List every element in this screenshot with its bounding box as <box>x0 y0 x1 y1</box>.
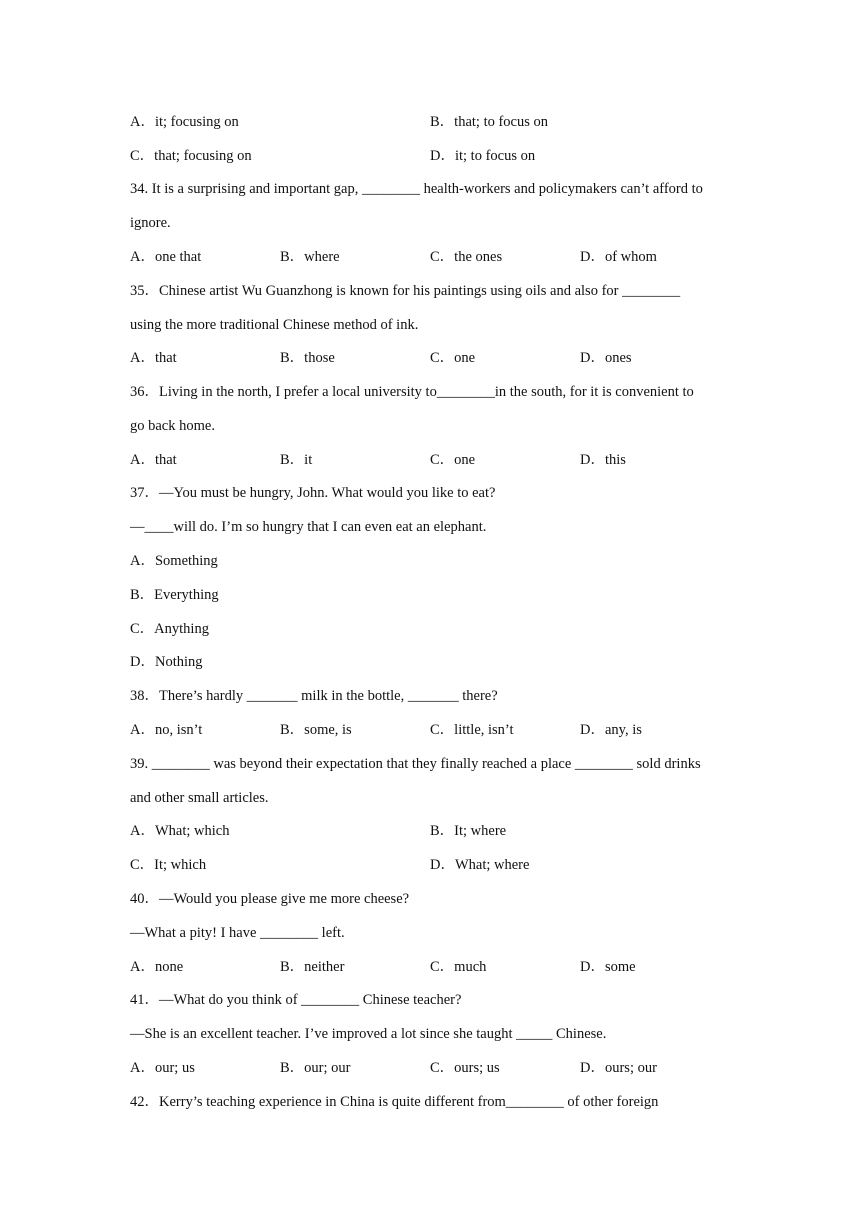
q34-option-a: A．one that <box>130 249 202 265</box>
q36-stem-line-2: go back home. <box>130 418 215 434</box>
q36-option-c: C．one <box>430 452 476 468</box>
q39-stem-line-2: and other small articles. <box>130 790 269 806</box>
q35-option-c: C．one <box>430 350 476 366</box>
q38-option-b: B．some, is <box>280 722 352 738</box>
q36-option-a: A．that <box>130 452 177 468</box>
q41-option-d: D．ours; our <box>580 1060 657 1076</box>
q36-option-d: D．this <box>580 452 626 468</box>
q40-option-a: A．none <box>130 959 184 975</box>
q39-option-d: D．What; where <box>430 857 530 873</box>
q37-option-d: D．Nothing <box>130 654 203 670</box>
q40-option-c: C．much <box>430 959 487 975</box>
q40-option-d: D．some <box>580 959 636 975</box>
q40-option-b: B．neither <box>280 959 345 975</box>
q35-option-a: A．that <box>130 350 177 366</box>
q35-stem-line-1: 35．Chinese artist Wu Guanzhong is known for his paintings using oils and also for ________ <box>130 283 681 299</box>
q41-option-c: C．ours; us <box>430 1060 500 1076</box>
q37-option-a: A．Something <box>130 553 218 569</box>
q37-stem-line-1: 37．—You must be hungry, John. What would you like to eat? <box>130 485 496 501</box>
q37-option-b: B．Everything <box>130 587 219 603</box>
q33-option-b: B．that; to focus on <box>430 114 549 130</box>
q41-option-b: B．our; our <box>280 1060 351 1076</box>
q40-stem-line-1: 40．—Would you please give me more cheese? <box>130 891 410 907</box>
q33-option-a: A．it; focusing on <box>130 114 239 130</box>
q40-stem-line-2: —What a pity! I have ________ left. <box>130 925 345 941</box>
q34-option-b: B．where <box>280 249 340 265</box>
q37-option-c: C．Anything <box>130 621 209 637</box>
q41-stem-line-2: —She is an excellent teacher. I’ve improved a lot since she taught _____ Chinese. <box>130 1026 607 1042</box>
q39-option-c: C．It; which <box>130 857 207 873</box>
q38-option-d: D．any, is <box>580 722 642 738</box>
q36-option-b: B．it <box>280 452 313 468</box>
q35-option-d: D．ones <box>580 350 632 366</box>
q38-stem-line-1: 38．There’s hardly _______ milk in the bottle, _______ there? <box>130 688 498 704</box>
q34-option-d: D．of whom <box>580 249 657 265</box>
q41-stem-line-1: 41．—What do you think of ________ Chinese teacher? <box>130 992 462 1008</box>
q34-stem-line-2: ignore. <box>130 215 171 231</box>
q34-option-c: C．the ones <box>430 249 503 265</box>
q34-stem-line-1: 34. It is a surprising and important gap, ________ health-workers and policymakers can’t afford to <box>130 181 703 197</box>
q39-option-a: A．What; which <box>130 823 230 839</box>
q33-option-c: C．that; focusing on <box>130 148 252 164</box>
q38-option-a: A．no, isn’t <box>130 722 203 738</box>
q38-option-c: C．little, isn’t <box>430 722 514 738</box>
q36-stem-line-1: 36．Living in the north, I prefer a local university to________in the south, for it is convenient to <box>130 384 694 400</box>
q35-stem-line-2: using the more traditional Chinese method of ink. <box>130 317 419 333</box>
q33-option-d: D．it; to focus on <box>430 148 536 164</box>
q37-stem-line-2: —____will do. I’m so hungry that I can even eat an elephant. <box>130 519 487 535</box>
q39-option-b: B．It; where <box>430 823 507 839</box>
q42-stem-line-1: 42．Kerry’s teaching experience in China is quite different from________ of other foreign <box>130 1094 659 1110</box>
q35-option-b: B．those <box>280 350 335 366</box>
q41-option-a: A．our; us <box>130 1060 195 1076</box>
q39-stem-line-1: 39. ________ was beyond their expectation that they finally reached a place ________ sold drinks <box>130 756 701 772</box>
